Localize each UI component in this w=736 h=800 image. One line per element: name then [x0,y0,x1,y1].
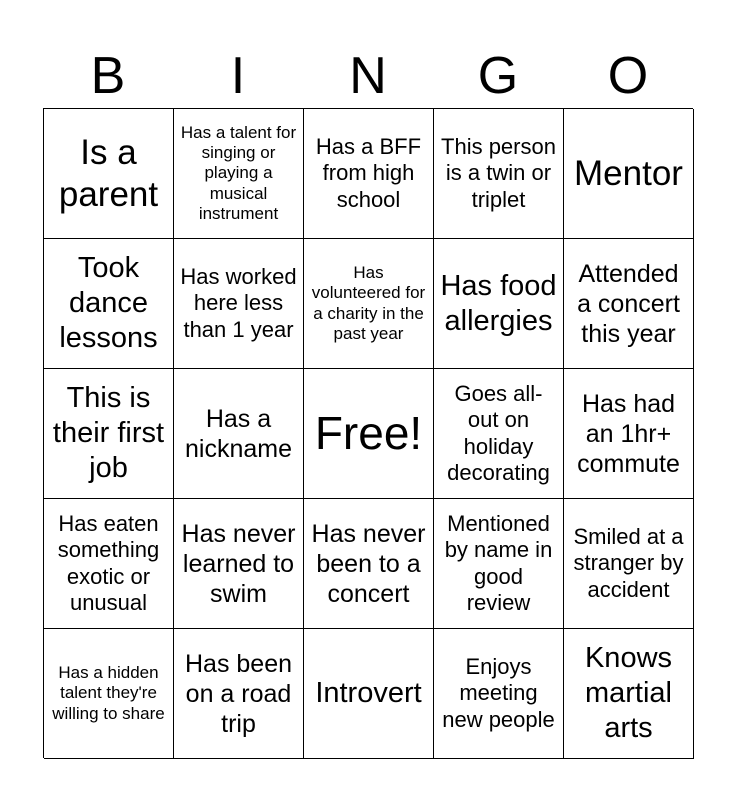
bingo-cell-label: Smiled at a stranger by accident [573,523,684,602]
bingo-cell[interactable] [564,239,694,369]
bingo-cell-label: Has a nickname [185,404,292,463]
bingo-cell-label: Has had an 1hr+ commute [577,389,680,478]
bingo-cell-label: Is a parent [58,132,159,214]
free-space-label: Free! [314,406,423,459]
bingo-cell[interactable] [434,629,564,759]
bingo-cell-label: Introvert [315,677,422,710]
bingo-cell-label: Has eaten something exotic or unusual [57,510,160,615]
bingo-cell[interactable] [174,109,304,239]
header-letter-i: I [230,47,246,105]
bingo-cell[interactable] [44,499,174,629]
bingo-cell[interactable] [44,629,174,759]
bingo-cell[interactable] [434,499,564,629]
bingo-cell-label: Has a hidden talent they're willing to share [52,662,165,723]
bingo-cell-label: Took dance lessons [59,252,158,354]
bingo-cell-label: Has worked here less than 1 year [180,263,297,342]
bingo-cell-label: Has never been to a concert [311,519,426,608]
header-letter-o: O [607,47,649,105]
bingo-cell-label: Attended a concert this year [577,259,680,348]
bingo-cell[interactable] [44,239,174,369]
header-letter-n: N [349,47,387,105]
bingo-cell-label: This is their first job [52,382,165,484]
bingo-cell[interactable] [304,629,434,759]
bingo-cell[interactable] [304,239,434,369]
bingo-cell[interactable] [44,109,174,239]
bingo-cell-label: Has been on a road trip [184,649,293,738]
bingo-cell-label: This person is a twin or triplet [441,133,556,212]
bingo-cell[interactable] [174,499,304,629]
bingo-cell[interactable] [434,369,564,499]
bingo-cell[interactable] [564,629,694,759]
bingo-cell-label: Has volunteered for a charity in the past year [311,262,426,343]
bingo-cell[interactable] [174,629,304,759]
bingo-cell[interactable] [304,499,434,629]
bingo-header [43,44,693,108]
bingo-cell-label: Knows martial arts [584,642,673,744]
bingo-cell-label: Goes all-out on holiday decorating [447,380,550,485]
bingo-cell[interactable] [174,369,304,499]
bingo-cell-label: Enjoys meeting new people [442,653,555,732]
bingo-cell[interactable] [174,239,304,369]
bingo-cell-label: Mentioned by name in good review [444,510,553,615]
free-space[interactable] [304,369,434,499]
bingo-cell-label: Has never learned to swim [181,519,296,608]
header-letter-g: G [477,47,519,105]
bingo-cell[interactable] [434,109,564,239]
bingo-board [43,108,693,758]
bingo-cell[interactable] [44,369,174,499]
bingo-cell[interactable] [564,499,694,629]
bingo-cell-label: Mentor [574,153,683,193]
bingo-cell-label: Has a BFF from high school [315,133,422,212]
bingo-cell[interactable] [434,239,564,369]
bingo-cell[interactable] [564,369,694,499]
bingo-cell-label: Has food allergies [440,269,557,337]
bingo-cell[interactable] [564,109,694,239]
bingo-cell[interactable] [304,109,434,239]
bingo-cell-label: Has a talent for singing or playing a musical instrument [180,122,297,224]
header-letter-b: B [90,47,126,105]
